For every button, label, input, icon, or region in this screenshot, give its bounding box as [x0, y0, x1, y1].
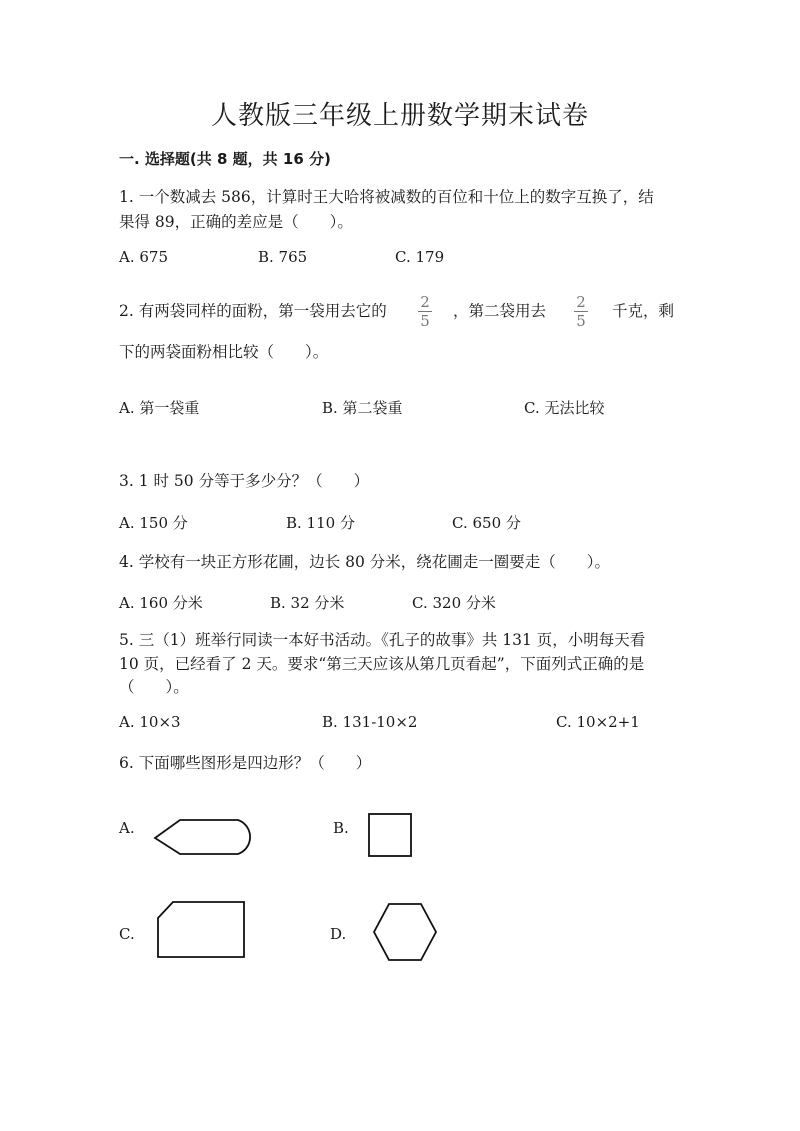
question-5-line-2: 10 页，已经看了 2 天。要求“第三天应该从第几页看起”，下面列式正确的是 [119, 655, 645, 673]
hexagon-shape [372, 902, 440, 964]
question-1-line-1: 1. 一个数减去 586，计算时王大哈将被减数的百位和十位上的数字互换了，结 [119, 188, 654, 206]
question-1-line-2: 果得 89，正确的差应是（ ）。 [119, 213, 353, 231]
question-5-line-3: （ ）。 [119, 678, 189, 696]
question-2-part-1: 2. 有两袋同样的面粉，第一袋用去它的 [119, 302, 387, 320]
question-4-text: 4. 学校有一块正方形花圃，边长 80 分米，绕花圃走一圈要走（ ）。 [119, 553, 611, 571]
question-2-part-2: ，第二袋用去 [453, 302, 547, 320]
question-5-option-b[interactable]: B. 131-10×2 [322, 713, 418, 731]
fraction-1-numerator: 2 [420, 293, 430, 311]
question-3-option-b[interactable]: B. 110 分 [286, 514, 355, 532]
question-6-option-b-label[interactable]: B. [333, 819, 349, 837]
question-5-option-c[interactable]: C. 10×2+1 [556, 713, 640, 731]
page-title: 人教版三年级上册数学期末试卷 [210, 101, 589, 131]
question-5-line-1: 5. 三（1）班举行同读一本好书活动。《孔子的故事》共 131 页，小明每天看 [119, 631, 646, 649]
question-2-line-2: 下的两袋面粉相比较（ ）。 [119, 343, 329, 361]
question-3-option-a[interactable]: A. 150 分 [119, 514, 188, 532]
question-4-option-c[interactable]: C. 320 分米 [412, 594, 496, 612]
question-1-option-b[interactable]: B. 765 [258, 248, 308, 266]
question-6-text: 6. 下面哪些图形是四边形？（ ） [119, 754, 372, 772]
question-5-option-a[interactable]: A. 10×3 [119, 713, 181, 731]
section-heading: 一. 选择题(共 8 题，共 16 分) [119, 150, 331, 168]
question-3-text: 3. 1 时 50 分等于多少分？（ ） [119, 472, 370, 490]
question-1-option-a[interactable]: A. 675 [119, 248, 168, 266]
question-6-option-c-label[interactable]: C. [119, 925, 135, 943]
question-6-option-d-label[interactable]: D. [330, 925, 347, 943]
question-2-part-3: 千克，剩 [612, 302, 675, 320]
pentagon-arrow-shape [150, 816, 260, 860]
question-3-option-c[interactable]: C. 650 分 [452, 514, 521, 532]
question-2-option-b[interactable]: B. 第二袋重 [322, 399, 403, 417]
fraction-2-denominator: 5 [576, 312, 586, 330]
question-6-option-a-label[interactable]: A. [119, 819, 135, 837]
fraction-2 [574, 294, 588, 329]
question-2-option-a[interactable]: A. 第一袋重 [119, 399, 200, 417]
question-4-option-b[interactable]: B. 32 分米 [270, 594, 345, 612]
square-shape [367, 812, 415, 860]
question-4-option-a[interactable]: A. 160 分米 [119, 594, 203, 612]
fraction-1 [418, 294, 432, 329]
fraction-1-denominator: 5 [420, 312, 430, 330]
question-2-option-c[interactable]: C. 无法比较 [524, 399, 605, 417]
question-1-option-c[interactable]: C. 179 [395, 248, 445, 266]
cut-corner-pentagon-shape [156, 900, 250, 962]
fraction-2-numerator: 2 [576, 293, 586, 311]
